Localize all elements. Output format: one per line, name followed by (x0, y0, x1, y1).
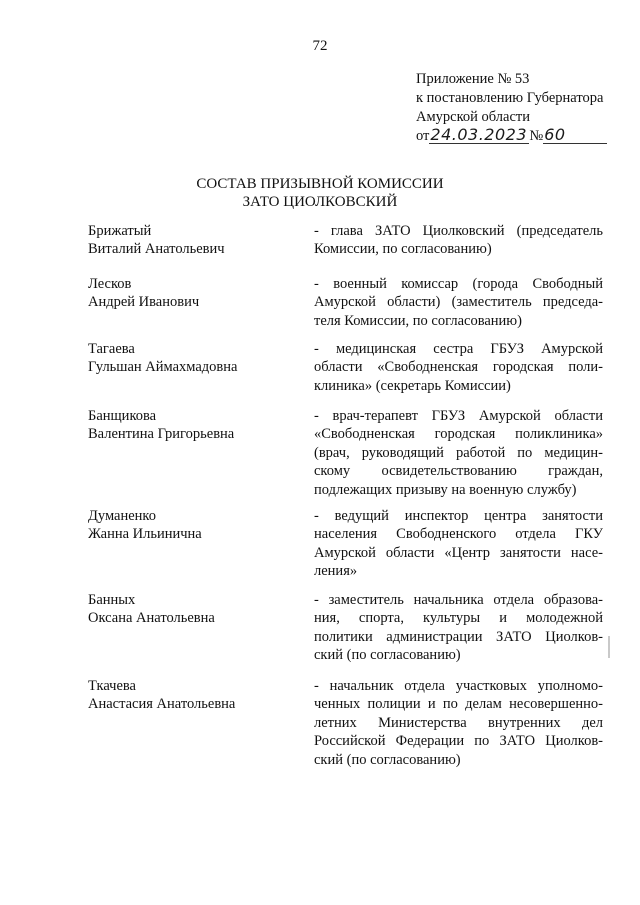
role-line: ченных полиции и по делам несовершенно- (314, 696, 603, 713)
scan-artifact-mark (608, 636, 610, 658)
handwritten-number: 60 (543, 127, 607, 144)
member-name (88, 275, 308, 311)
role-line: ния, спорта, культуры и молодежной (314, 610, 603, 627)
member-role (314, 591, 603, 665)
role-line: - медицинская сестра ГБУЗ Амурской (314, 341, 603, 357)
member-role (314, 222, 603, 259)
title-line-1: СОСТАВ ПРИЗЫВНОЙ КОМИССИИ (196, 176, 444, 192)
member-role (314, 507, 603, 581)
member-given-names: Валентина Григорьевна (88, 426, 235, 442)
appendix-line-3: Амурской области (416, 109, 530, 125)
appendix-block (416, 70, 626, 146)
role-line: ский (по согласованию) (314, 647, 461, 664)
member-surname: Банных (88, 592, 136, 608)
member-name (88, 407, 308, 443)
member-given-names: Виталий Анатольевич (88, 241, 225, 257)
role-line: - глава ЗАТО Циолковский (председатель (314, 223, 603, 239)
member-role (314, 340, 603, 395)
role-line: подлежащих призыву на военную службу) (314, 481, 577, 498)
appendix-line-1: Приложение № 53 (416, 71, 530, 87)
role-line: Амурской области «Центр занятости насе- (314, 544, 603, 561)
member-name (88, 591, 308, 627)
member-surname: Думаненко (88, 508, 156, 524)
role-line: клиника» (секретарь Комиссии) (314, 377, 511, 394)
role-line: (врач, руководящий работой по медицин- (314, 444, 603, 461)
member-surname: Брижатый (88, 223, 152, 239)
title-line-2: ЗАТО ЦИОЛКОВСКИЙ (242, 194, 398, 210)
member-given-names: Анастасия Анатольевна (88, 696, 236, 712)
appendix-date-line (416, 127, 626, 146)
role-line: ления» (314, 563, 358, 580)
role-line: скому освидетельствованию граждан, (314, 463, 603, 480)
member-role (314, 275, 603, 330)
role-line: теля Комиссии, по согласованию) (314, 312, 522, 329)
role-line: - заместитель начальника отдела образова- (314, 592, 603, 608)
member-name (88, 222, 308, 258)
role-line: области «Свободненская городская поли- (314, 359, 603, 376)
role-line: населения Свободненского отдела ГКУ (314, 526, 603, 543)
number-prefix: № (529, 128, 544, 144)
member-surname: Лесков (88, 276, 132, 292)
handwritten-date: 24.03.2023 (429, 127, 529, 144)
member-given-names: Андрей Иванович (88, 294, 200, 310)
role-line: ский (по согласованию) (314, 751, 461, 768)
role-line: Амурской области) (заместитель председа- (314, 294, 603, 311)
member-given-names: Гульшан Аймахмадовна (88, 359, 238, 375)
page-number: 72 (312, 38, 328, 54)
member-surname: Ткачева (88, 678, 136, 694)
role-line: - ведущий инспектор центра занятости (314, 508, 603, 524)
role-line: - начальник отдела участковых уполномо- (314, 678, 603, 694)
member-surname: Тагаева (88, 341, 135, 357)
role-line: - военный комиссар (города Свободный (314, 276, 603, 292)
role-line: Российской Федерации по ЗАТО Циолков- (314, 733, 603, 750)
member-surname: Банщикова (88, 408, 157, 424)
member-role (314, 407, 603, 499)
role-line: Комиссии, по согласованию) (314, 241, 492, 258)
role-line: - врач-терапевт ГБУЗ Амурской области (314, 408, 603, 424)
document-title (0, 175, 640, 211)
member-name (88, 507, 308, 543)
date-prefix: от (416, 128, 430, 144)
member-given-names: Жанна Ильинична (88, 526, 202, 542)
member-given-names: Оксана Анатольевна (88, 610, 215, 626)
member-name (88, 677, 308, 713)
role-line: политики администрации ЗАТО Циолков- (314, 628, 603, 645)
role-line: «Свободненская городская поликлиника» (314, 426, 603, 443)
role-line: летних Министерства внутренних дел (314, 714, 603, 731)
appendix-line-2: к постановлению Губернатора (416, 90, 604, 106)
member-name (88, 340, 308, 376)
member-role (314, 677, 603, 769)
